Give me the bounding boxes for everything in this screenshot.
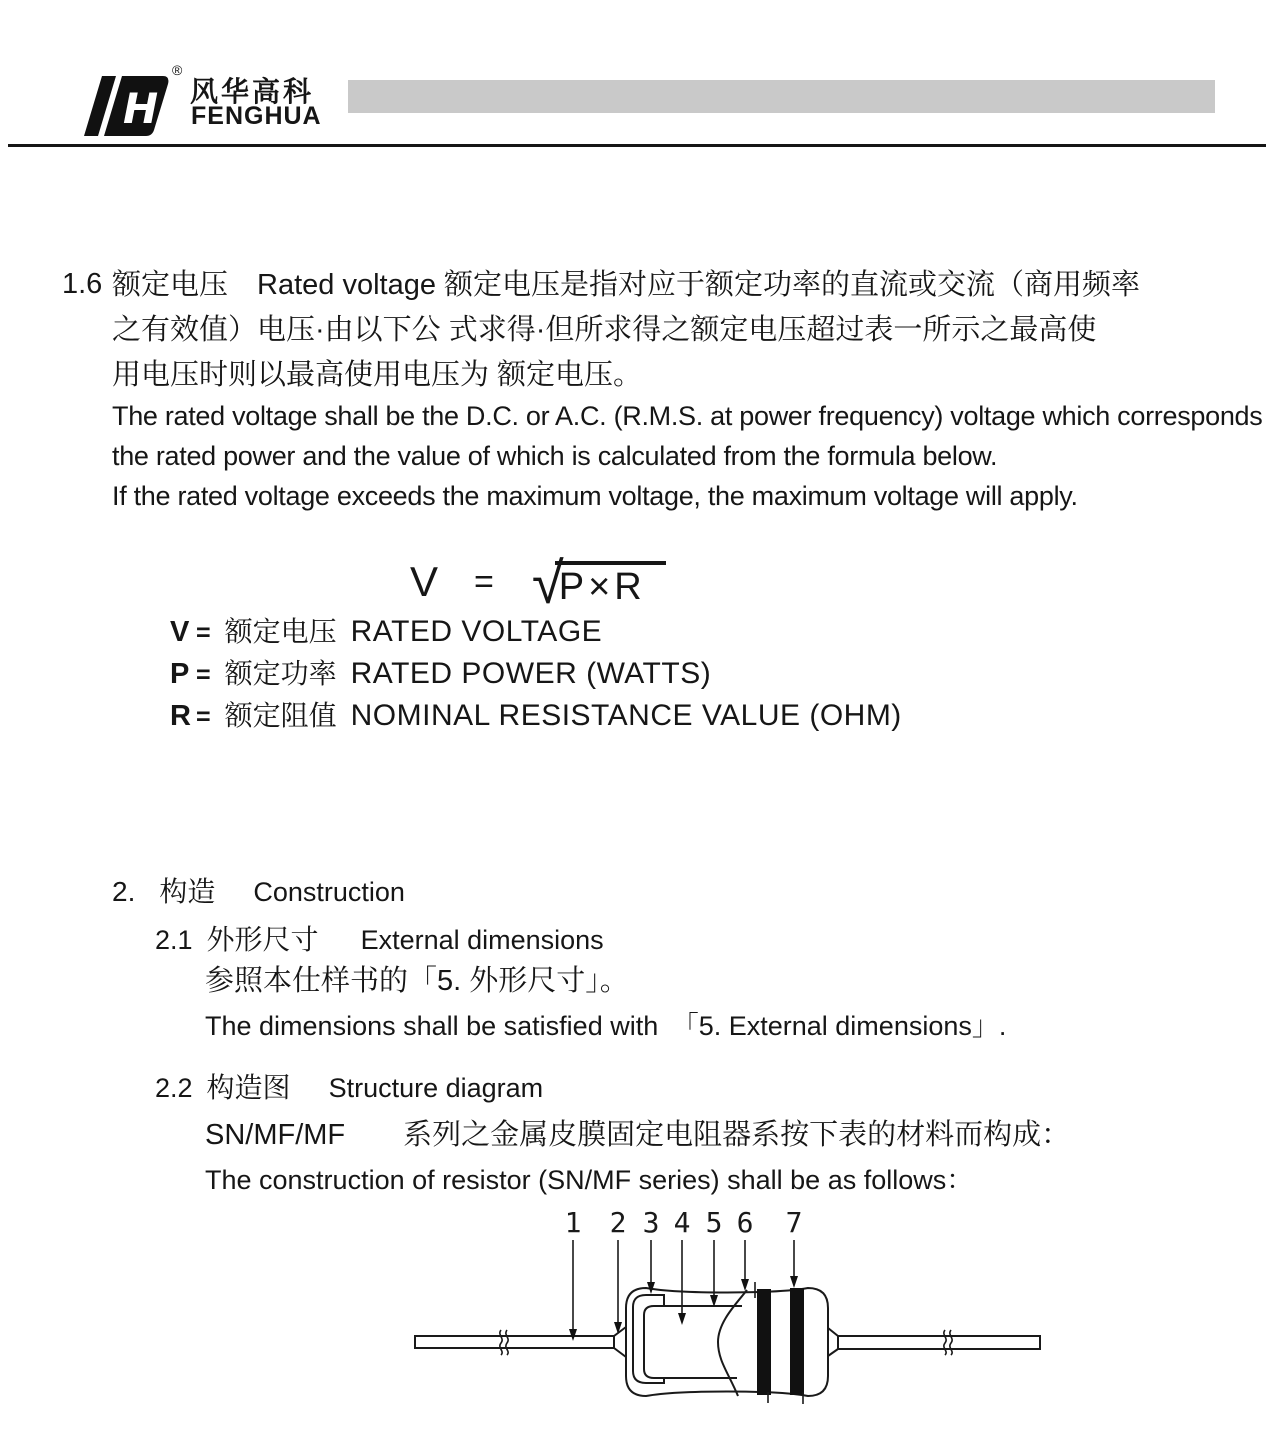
formula-radicand: P×R — [555, 561, 666, 609]
en-line: the rated power and the value of which is calculated from the formula below. — [112, 441, 998, 471]
section-2-2-title-cn: 构造图 — [206, 1072, 291, 1103]
section-2-title-cn: 构造 — [159, 876, 216, 907]
header-gray-bar — [348, 80, 1215, 113]
section-2-1-heading — [155, 918, 604, 958]
section-2-1-title-cn: 外形尺寸 — [206, 924, 319, 955]
section-2-1-ref-english: The dimensions shall be satisfied with 「5. External dimensions」. — [205, 1011, 1007, 1041]
definition-equals: = — [196, 619, 211, 647]
formula-radical-sign: √ — [531, 551, 564, 616]
definition-row-p — [170, 652, 902, 694]
definition-row-v — [170, 610, 902, 652]
section-2-2-desc-english: The construction of resistor (SN/MF series) shall be as follows： — [205, 1165, 974, 1195]
section-2-1-title-en: External dimensions — [360, 925, 604, 955]
definition-chinese: 额定功率 — [224, 658, 337, 689]
formula-lhs: V — [410, 558, 439, 605]
lead-wire-right — [838, 1336, 1040, 1349]
lead-joint-right — [828, 1328, 838, 1356]
cn-line: 额定电压 Rated voltage 额定电压是指对应于额定功率的直流或交流（商用频率 — [112, 269, 1141, 301]
definition-english: RATED POWER (WATTS) — [350, 657, 712, 690]
callout-label-3: 3 — [642, 1206, 660, 1239]
cn-line: 用电压时则以最高使用电压为 额定电压。 — [112, 359, 643, 391]
definition-symbol: P — [170, 658, 190, 690]
definition-equals: = — [196, 703, 211, 731]
definition-symbol: R — [170, 700, 191, 732]
color-band-1 — [757, 1289, 771, 1395]
en-line: If the rated voltage exceeds the maximum voltage, the maximum voltage will apply. — [112, 481, 1078, 511]
callout-label-4: 4 — [673, 1206, 691, 1239]
cn-line: 之有效值）电压·由以下公 式求得·但所求得之额定电压超过表一所示之最高使 — [112, 314, 1097, 346]
fenghua-logo-icon — [78, 70, 170, 142]
color-band-2 — [790, 1288, 804, 1395]
callout-label-5: 5 — [705, 1206, 723, 1239]
callout-arrowhead-7 — [790, 1276, 798, 1288]
callout-arrowhead-6 — [741, 1279, 749, 1291]
rated-voltage-formula — [410, 551, 666, 616]
definition-english: RATED VOLTAGE — [350, 615, 603, 648]
lead-joint-left — [614, 1327, 626, 1357]
definition-english: NOMINAL RESISTANCE VALUE (OHM) — [350, 699, 902, 732]
section-2-title-en: Construction — [253, 877, 405, 907]
section-1-6-english-paragraph — [112, 396, 1262, 516]
header-divider-rule — [8, 144, 1266, 147]
callout-label-7: 7 — [785, 1206, 803, 1239]
formula-equals: = — [474, 563, 494, 601]
symbol-definitions — [170, 610, 902, 736]
section-2-number: 2. — [112, 876, 136, 907]
definition-row-r — [170, 694, 902, 736]
definition-equals: = — [196, 661, 211, 689]
resistor-structure-diagram — [380, 1200, 1080, 1439]
section-2-1-ref-chinese: 参照本仕样书的「5. 外形尺寸」。 — [205, 965, 629, 997]
section-2-2-number: 2.2 — [155, 1073, 193, 1103]
callout-label-1: 1 — [564, 1206, 582, 1239]
definition-symbol: V — [170, 616, 190, 648]
section-2-heading — [112, 870, 405, 910]
section-2-2-heading — [155, 1066, 543, 1106]
en-line: The rated voltage shall be the D.C. or A.C. (R.M.S. at power frequency) voltage which corresponds — [112, 401, 1263, 431]
brand-name-chinese: 风华高科 — [190, 76, 315, 107]
definition-chinese: 额定电压 — [224, 616, 337, 647]
section-1-6-number: 1.6 — [62, 268, 103, 300]
definition-chinese: 额定阻值 — [224, 700, 337, 731]
callout-label-6: 6 — [736, 1206, 754, 1239]
section-2-2-title-en: Structure diagram — [328, 1073, 544, 1103]
section-1-6-chinese-paragraph — [112, 263, 1140, 398]
callout-label-2: 2 — [609, 1206, 627, 1239]
brand-name-english: FENGHUA — [191, 102, 322, 130]
section-2-2-desc-chinese: SN/MF/MF 系列之金属皮膜固定电阻器系按下表的材料而构成： — [205, 1119, 1071, 1151]
lead-wire-left — [415, 1336, 614, 1348]
logo-monogram: H — [123, 84, 159, 133]
section-2-1-number: 2.1 — [155, 925, 193, 955]
callout-arrowhead-2 — [614, 1322, 622, 1334]
registered-trademark-icon: ® — [172, 62, 183, 78]
